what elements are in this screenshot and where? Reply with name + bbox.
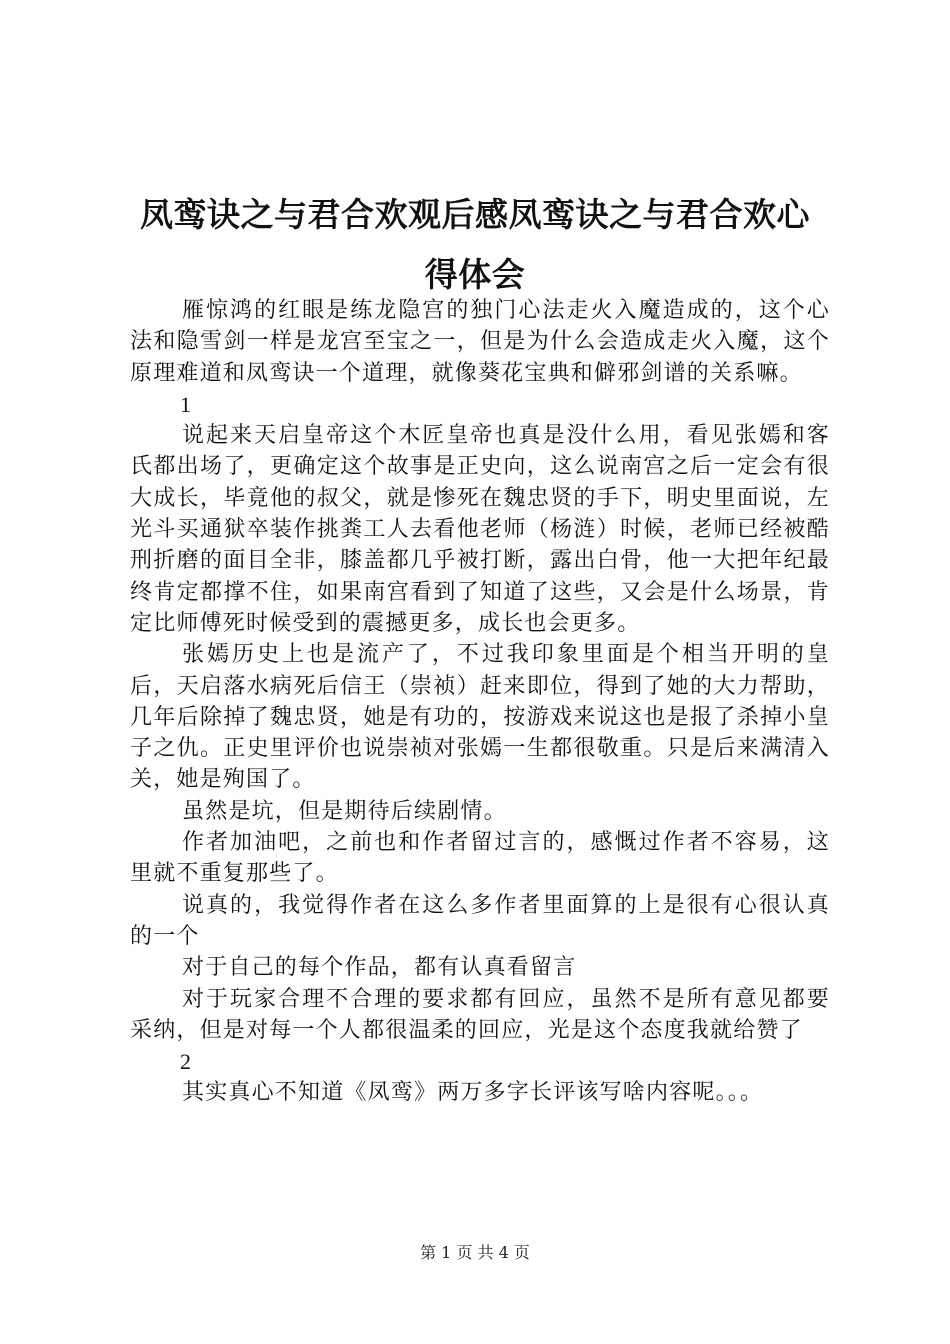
paragraph: 张嫣历史上也是流产了，不过我印象里面是个相当开明的皇后，天启落水病死后信王（崇祯）赶来即位，得到了她的大力帮助，几年后除掉了魏忠贤，她是有功的，按游戏来说这也是报了杀掉小皇子之仇。正史里评价也说崇祯对张嫣一生都很敬重。只是后来满清入关，她是殉国了。 — [130, 642, 830, 793]
title-line-1: 凤鸾诀之与君合欢观后感凤鸾诀之与君合欢心 — [140, 195, 810, 234]
paragraph: 对于玩家合理不合理的要求都有回应，虽然不是所有意见都要采纳，但是对每一个人都很温柔的回应，光是这个态度我就给赞了 — [130, 986, 830, 1043]
paragraph: 作者加油吧，之前也和作者留过言的，感慨过作者不容易，这里就不重复那些了。 — [130, 830, 830, 887]
section-number: 2 — [180, 1049, 191, 1075]
page-footer: 第 1 页 共 4 页 — [420, 1243, 530, 1262]
document-body — [130, 295, 830, 1109]
title-line-2: 得体会 — [424, 255, 526, 294]
paragraph: 虽然是坑，但是期待后续剧情。 — [182, 798, 507, 824]
paragraph: 其实真心不知道《凤鸾》两万多字长评该写啥内容呢。。。 — [182, 1080, 764, 1106]
section-number: 1 — [180, 391, 191, 417]
document-title — [100, 185, 850, 305]
paragraph: 对于自己的每个作品，都有认真看留言 — [182, 955, 577, 981]
paragraph: 说真的，我觉得作者在这么多作者里面算的上是很有心很认真的一个 — [130, 892, 830, 949]
paragraph: 说起来天启皇帝这个木匠皇帝也真是没什么用，看见张嫣和客氏都出场了，更确定这个故事是正史向，这么说南宫之后一定会有很大成长，毕竟他的叔父，就是惨死在魏忠贤的手下，明史里面说，左光斗买通狱卒装作挑粪工人去看他老师（杨涟）时候，老师已经被酷刑折磨的面目全非，膝盖都几乎被打断，露出白骨，他一大把年纪最终肯定都撑不住，如果南宫看到了知道了这些，又会是什么场景，肯定比师傅死时候受到的震撼更多，成长也会更多。 — [130, 423, 830, 636]
paragraph: 雁惊鸿的红眼是练龙隐宫的独门心法走火入魔造成的，这个心法和隐雪剑一样是龙宫至宝之一，但是为什么会造成走火入魔，这个原理难道和凤鸾诀一个道理，就像葵花宝典和僻邪剑谱的关系嘛。 — [130, 298, 830, 386]
